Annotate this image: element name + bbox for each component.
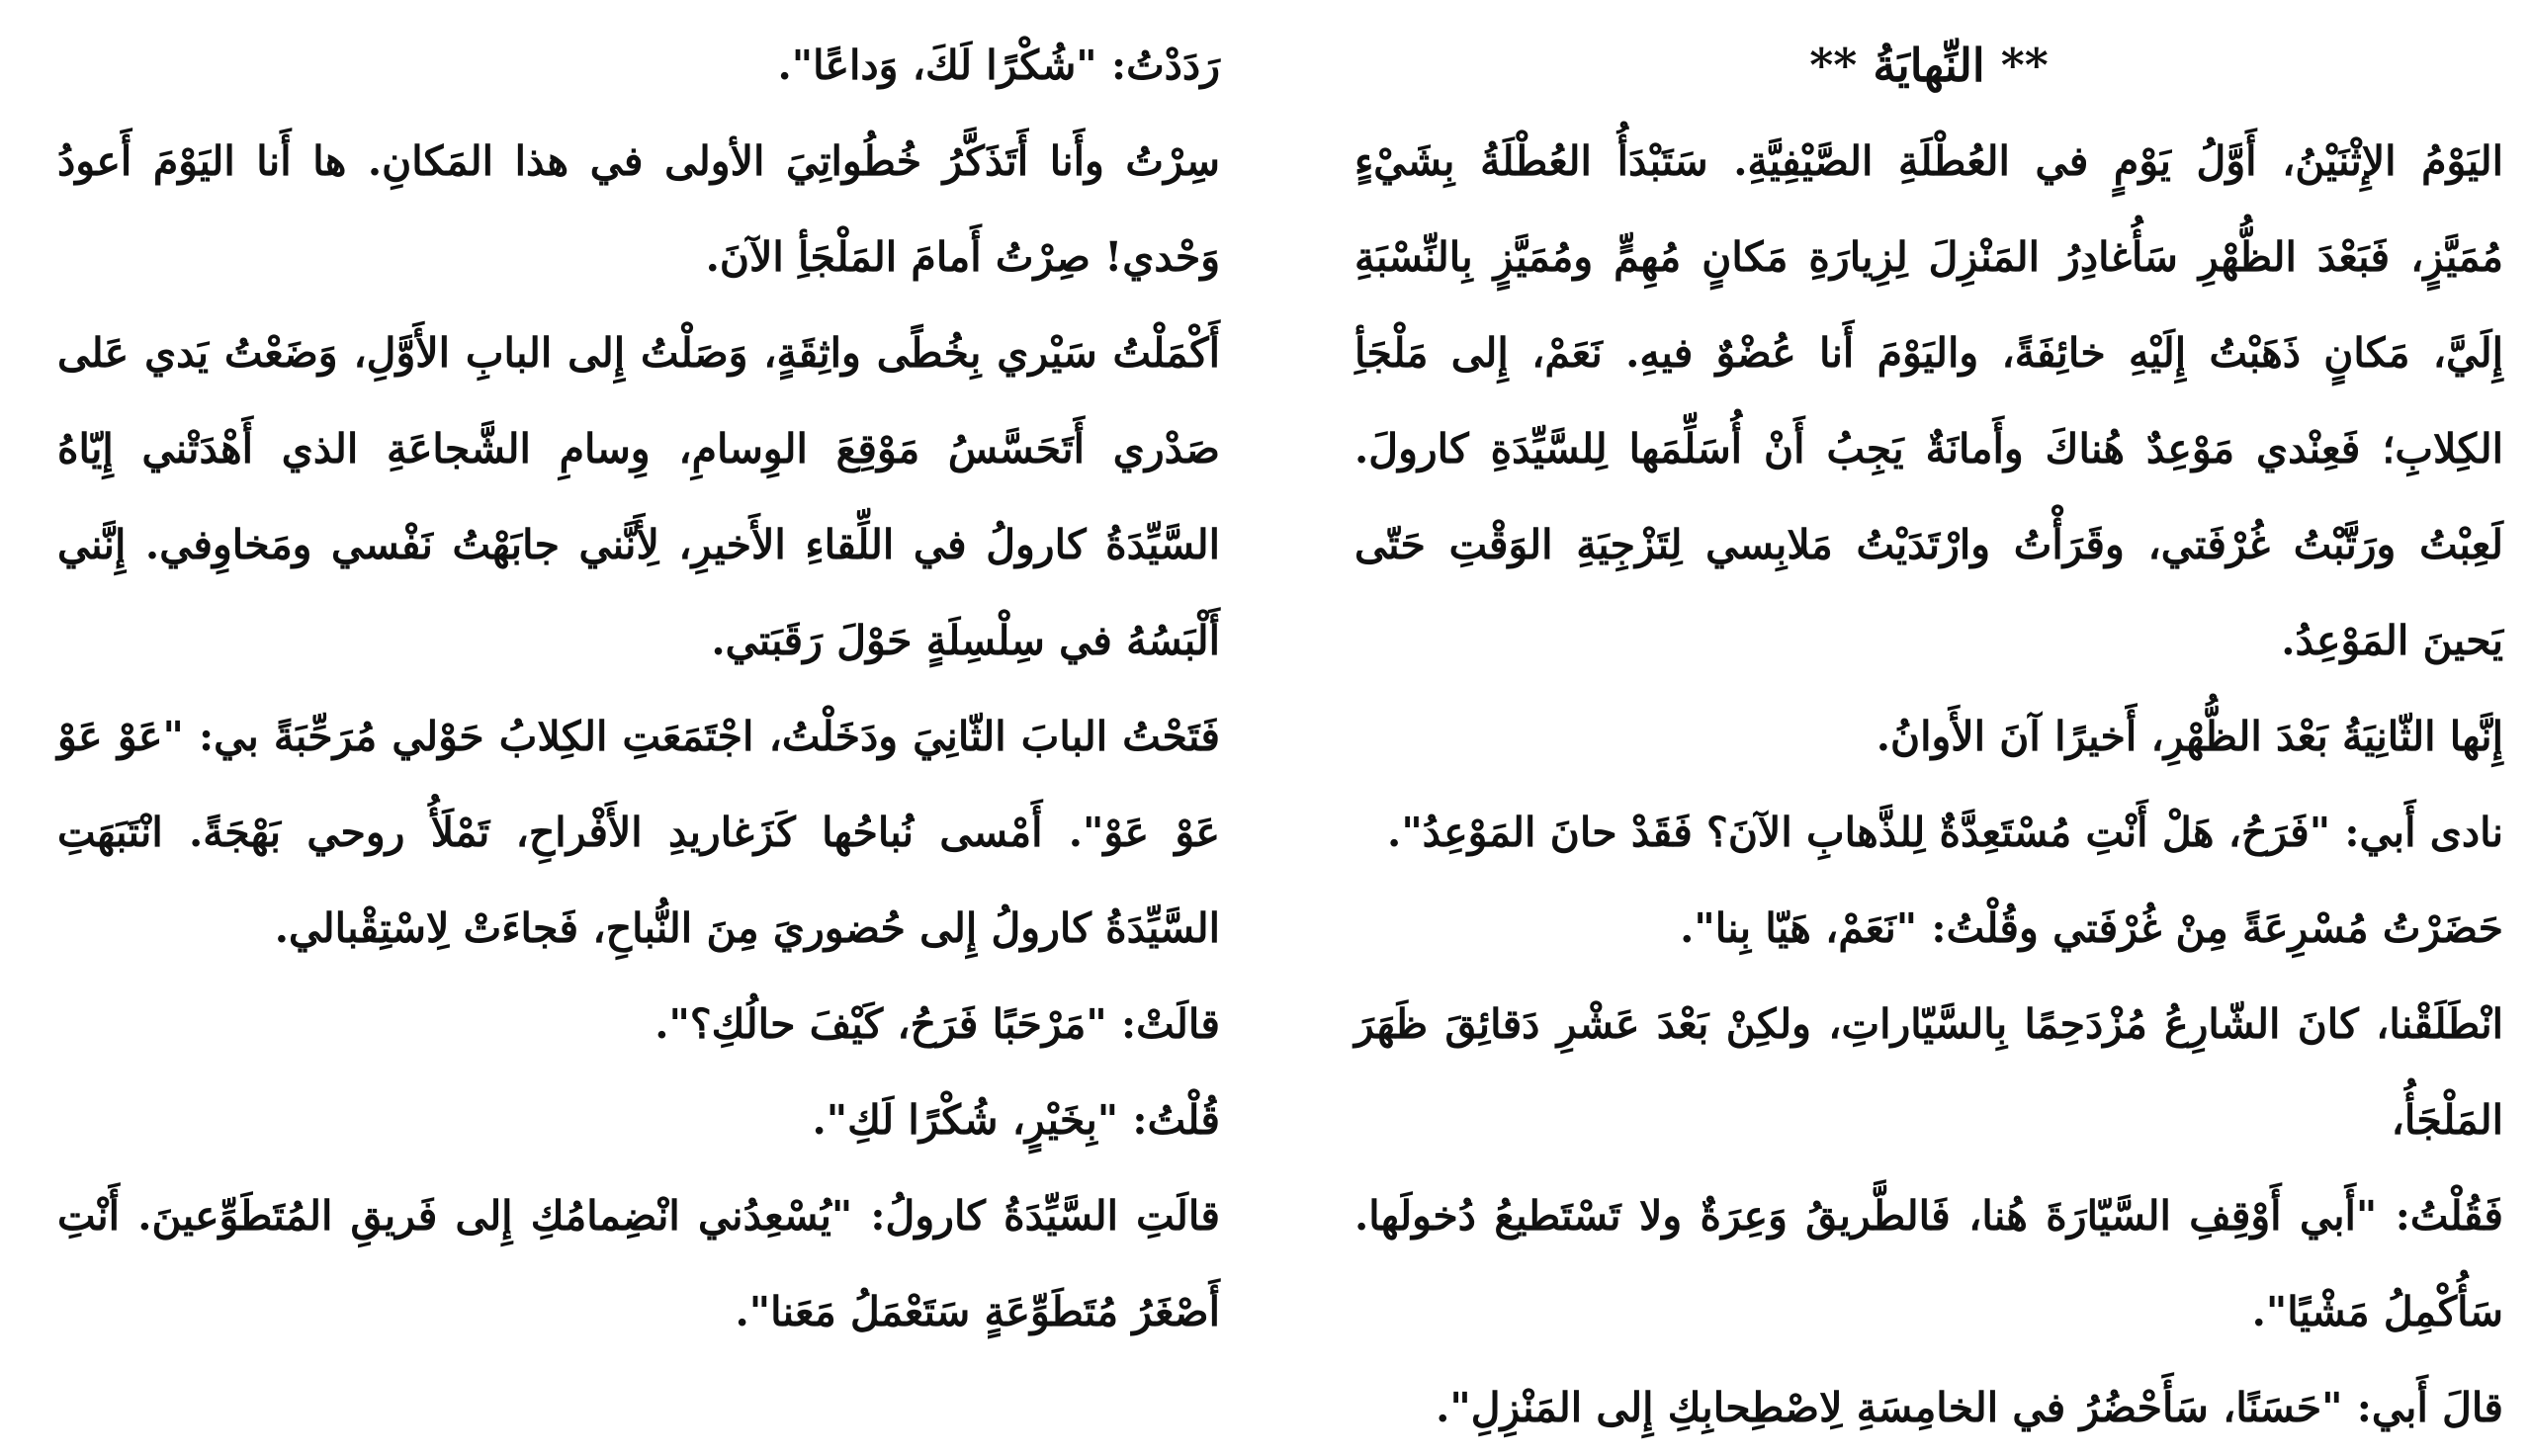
paragraph: سِرْتُ وأَنا أَتَذَكَّرُ خُطُواتِيَ الأولى في هذا المَكانِ. ها أَنا اليَوْمَ أَعودُ وَحْدي! صِرْتُ أَمامَ المَلْجَأِ الآنَ. [57,137,1220,281]
paragraph: حَضَرْتُ مُسْرِعَةً مِنْ غُرْفَتي وقُلْتُ: "نَعَمْ، هَيّا بِنا". [1680,904,2503,952]
paragraph: انْطَلَقْنا، كانَ الشّارِعُ مُزْدَحِمًا بِالسَّيّاراتِ، ولكِنْ بَعْدَ عَشْرِ دَقائِقَ ظَهَرَ المَلْجَأُ، [1354,1000,2503,1144]
paragraph: نادى أَبي: "فَرَحُ، هَلْ أَنْتِ مُسْتَعِدَّةٌ لِلذَّهابِ الآنَ؟ فَقَدْ حانَ المَوْعِدُ". [1387,809,2503,856]
paragraph: قالَتْ: "مَرْحَبًا فَرَحُ، كَيْفَ حالُكِ؟". [655,1000,1220,1048]
paragraph: قالَ أَبي: "حَسَنًا، سَأَحْضُرُ في الخامِسَةِ لِاصْطِحابِكِ إِلى المَنْزِلِ". [1436,1384,2503,1431]
paragraph: فَتَحْتُ البابَ الثّانِيَ ودَخَلْتُ، اجْتَمَعَتِ الكِلابُ حَوْلي مُرَحِّبَةً بي: "عَوْ عَوْ عَوْ عَوْ". أَمْسى نُباحُها كَزَغاريدِ الأَفْراحِ، تَمْلَأُ روحي بَهْجَةً. انْتَبَهَتِ السَّيِّدَةُ كارولُ إِلى حُضوريَ مِنَ النُّباحِ، فَجاءَتْ لِاسْتِقْبالي. [57,713,1220,952]
story-title: ** النِّهايَةُ ** [1809,39,2049,92]
paragraph: إِنَّها الثّانِيَةُ بَعْدَ الظُّهْرِ، أَخيرًا آنَ الأَوانُ. [1876,713,2503,760]
paragraph: قُلْتُ: "بِخَيْرٍ، شُكْرًا لَكِ". [812,1096,1220,1144]
paragraph: فَقُلْتُ: "أَبي أَوْقِفِ السَّيّارَةَ هُنا، فَالطَّريقُ وَعِرَةٌ ولا تَسْتَطيعُ دُخولَها. سَأُكْمِلُ مَشْيًا". [1354,1192,2503,1335]
paragraph: اليَوْمُ الإِثْنَيْنُ، أَوَّلُ يَوْمٍ في العُطْلَةِ الصَّيْفِيَّةِ. سَتَبْدَأُ العُطْلَةُ بِشَيْءٍ مُمَيَّزٍ، فَبَعْدَ الظُّهْرِ سَأُغادِرُ المَنْزِلَ لِزِيارَةِ مَكانٍ مُهِمٍّ ومُمَيَّزٍ بِالنِّسْبَةِ إِلَيَّ، مَكانٍ ذَهَبْتُ إِلَيْهِ خائِفَةً، واليَوْمَ أَنا عُضْوٌ فيهِ. نَعَمْ، إِلى مَلْجَأِ الكِلابِ؛ فَعِنْدي مَوْعِدٌ هُناكَ وأَمانَةٌ يَجِبُ أَنْ أُسَلِّمَها لِلسَّيِّدَةِ كارولَ. لَعِبْتُ ورَتَّبْتُ غُرْفَتي، وقَرَأْتُ وارْتَدَيْتُ مَلابِسي لِتَزْجِيَةِ الوَقْتِ حَتّى يَحينَ المَوْعِدُ. [1354,137,2503,664]
right-column [1354,18,2503,1456]
paragraph: قالَتِ السَّيِّدَةُ كارولُ: "يُسْعِدُني انْضِمامُكِ إِلى فَريقِ المُتَطَوِّعينَ. أَنْتِ أَصْغَرُ مُتَطَوِّعَةٍ سَتَعْمَلُ مَعَنا". [57,1192,1220,1335]
paragraph: أَكْمَلْتُ سَيْري بِخُطًى واثِقَةٍ، وَصَلْتُ إِلى البابِ الأَوَّلِ، وَضَعْتُ يَدي عَلى صَدْري أَتَحَسَّسُ مَوْقِعَ الوِسامِ، وِسامِ الشَّجاعَةِ الذي أَهْدَتْني إِيّاهُ السَّيِّدَةُ كارولُ في اللِّقاءِ الأَخيرِ، لِأَنَّني جابَهْتُ نَفْسي ومَخاوِفي. إِنَّني أَلْبَسُهُ في سِلْسِلَةٍ حَوْلَ رَقَبَتي. [57,329,1220,664]
left-column [57,18,1220,1360]
paragraph: رَدَدْتُ: "شُكْرًا لَكَ، وَداعًا". [777,42,1220,89]
